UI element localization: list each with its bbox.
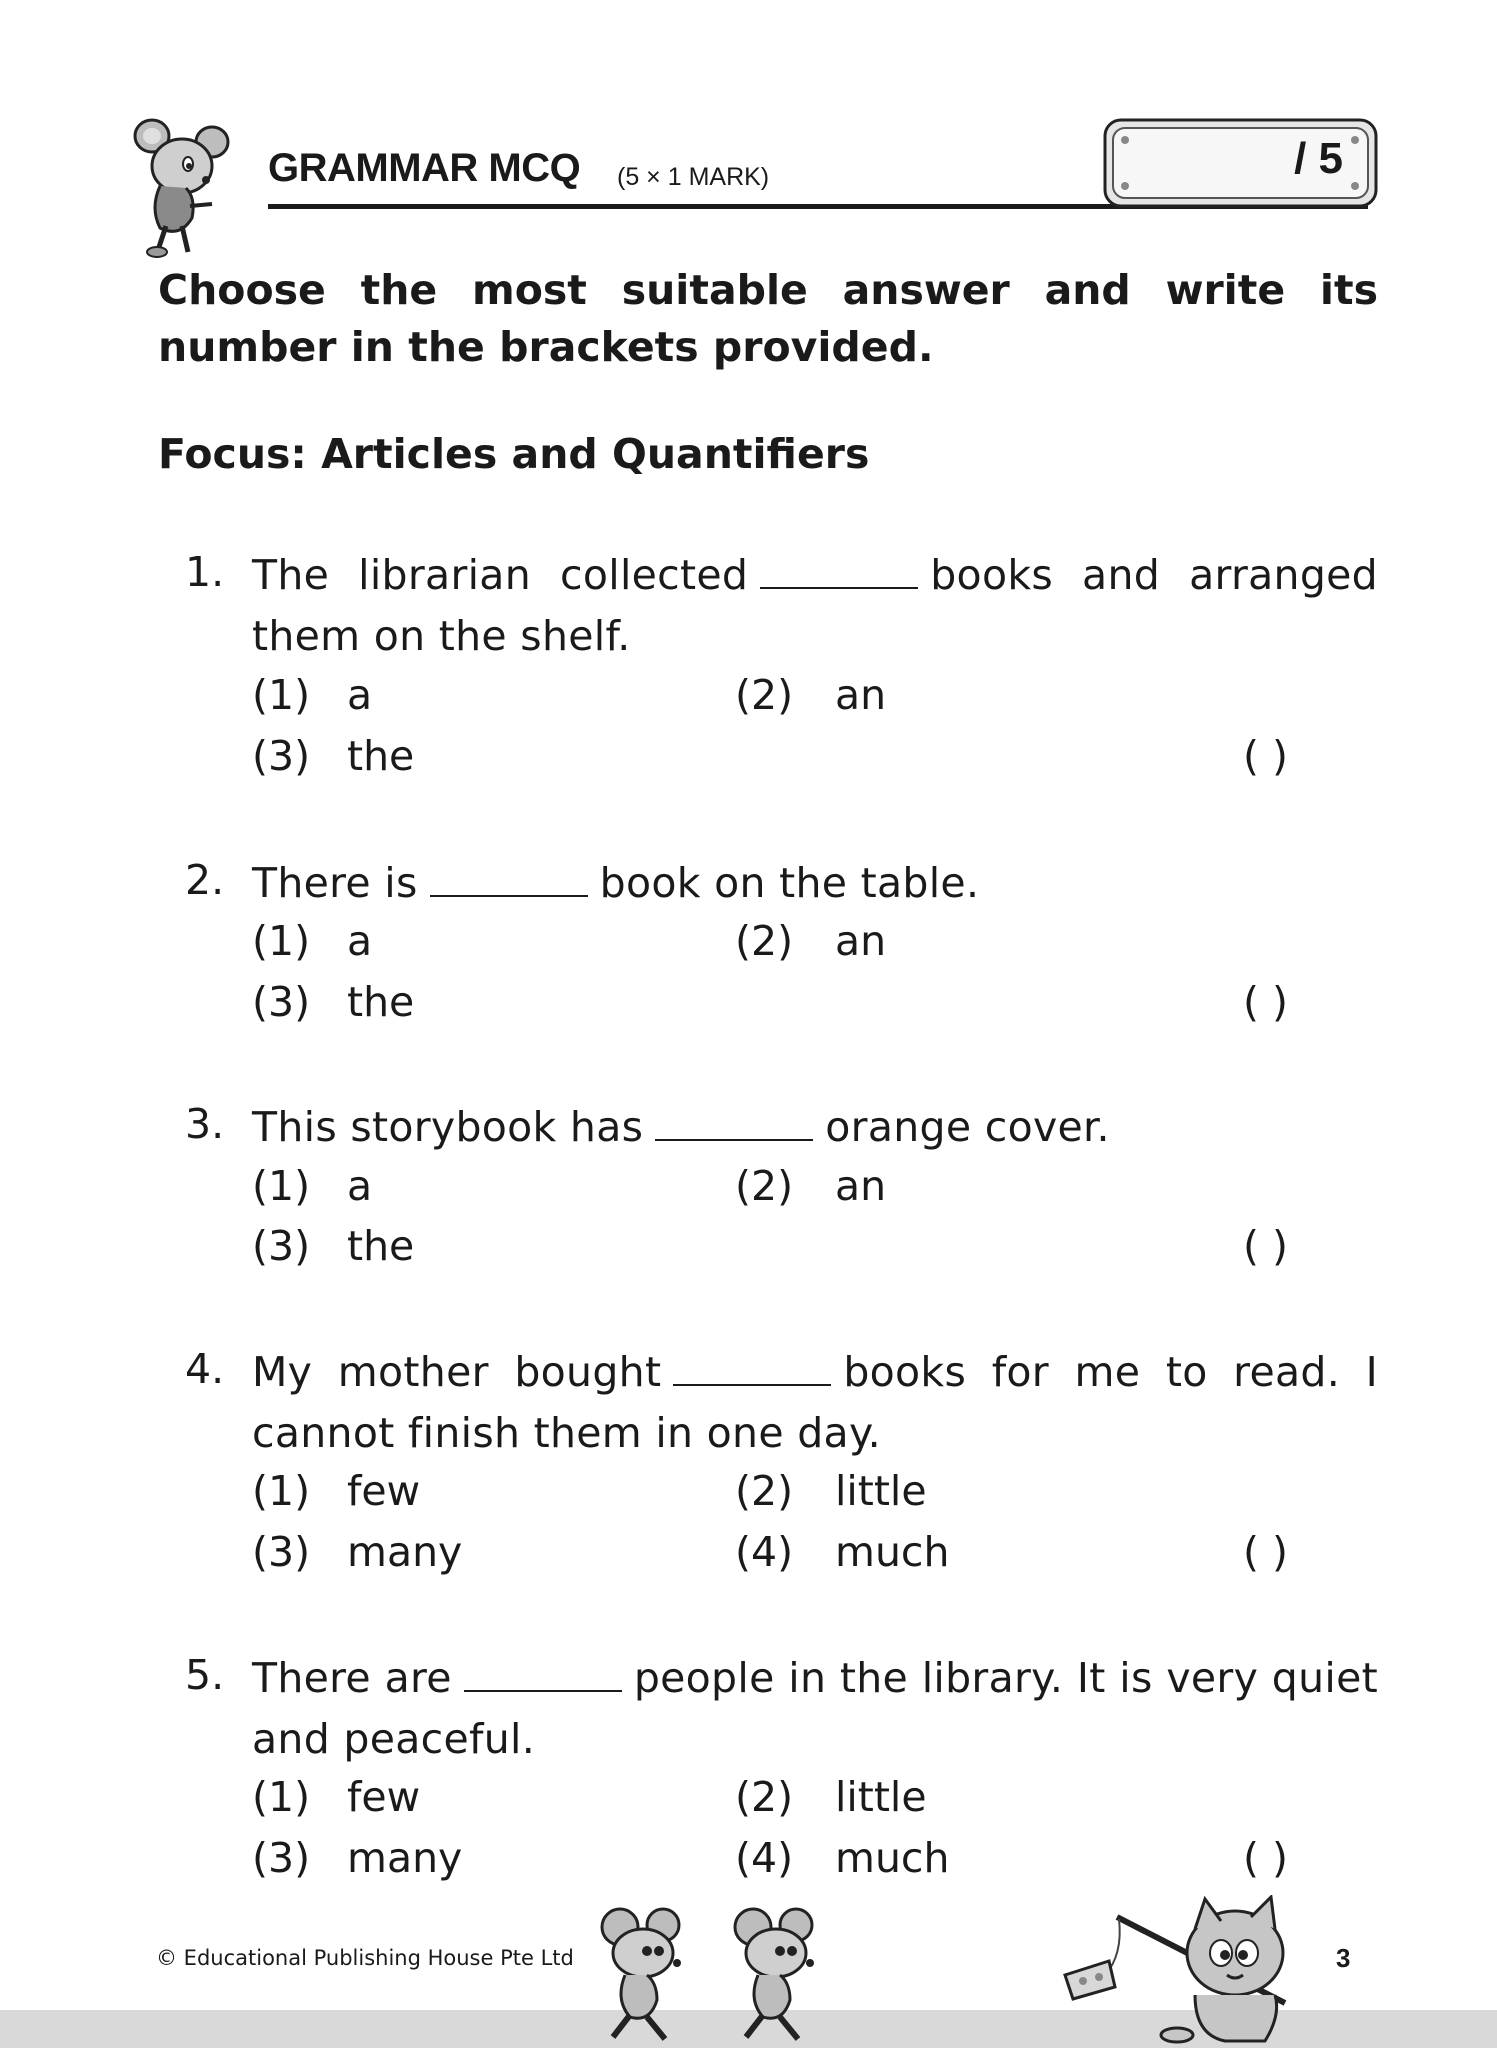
instruction-text: Choose the most suitable answer and write its number in the brackets provided. xyxy=(158,266,1378,371)
answer-bracket[interactable]: ( ) xyxy=(1243,1222,1289,1270)
option-text: a xyxy=(347,917,373,965)
score-label: / 5 xyxy=(1294,134,1343,183)
question-text xyxy=(252,545,1378,667)
question-number: 4. xyxy=(185,1345,225,1393)
answer-bracket[interactable]: ( ) xyxy=(1243,978,1289,1026)
answer-bracket[interactable]: ( ) xyxy=(1243,1528,1289,1576)
option-text: the xyxy=(347,732,415,780)
marks-subtitle: (5 × 1 MARK) xyxy=(617,163,770,191)
question-stem-after: books and arranged them on the shelf. xyxy=(252,551,1378,660)
answer-bracket[interactable]: ( ) xyxy=(1243,1834,1289,1882)
focus-heading: Focus: Articles and Quantifiers xyxy=(158,430,870,478)
option-text: a xyxy=(347,671,373,719)
answer-bracket[interactable]: ( ) xyxy=(1243,732,1289,780)
option-text: few xyxy=(347,1773,421,1821)
question-stem-after: book on the table. xyxy=(599,859,980,907)
option-text: an xyxy=(835,671,887,719)
option-text: little xyxy=(835,1773,927,1821)
option-number: (3) xyxy=(252,1528,311,1576)
question-stem-before: This storybook has xyxy=(252,1103,644,1151)
option-text: many xyxy=(347,1834,463,1882)
question-stem-before: The librarian collected xyxy=(252,551,749,599)
option-text: much xyxy=(835,1528,950,1576)
question-stem-after: people in the library. It is very quiet and peaceful. xyxy=(252,1654,1378,1763)
option-number: (1) xyxy=(252,671,311,719)
option-number: (3) xyxy=(252,978,311,1026)
option-text: the xyxy=(347,978,415,1026)
option-number: (3) xyxy=(252,732,311,780)
mouse-mascot-icon xyxy=(130,118,260,258)
question-number: 5. xyxy=(185,1651,225,1699)
option-number: (1) xyxy=(252,917,311,965)
option-number: (2) xyxy=(735,1467,794,1515)
answer-blank xyxy=(673,1384,831,1386)
question-stem-after: books for me to read. I cannot finish them in one day. xyxy=(252,1348,1379,1457)
option-text: an xyxy=(835,1162,887,1210)
option-text: the xyxy=(347,1222,415,1270)
question-stem-before: There are xyxy=(252,1654,452,1702)
question-number: 1. xyxy=(185,548,225,596)
answer-blank xyxy=(464,1690,622,1692)
question-number: 3. xyxy=(185,1100,225,1148)
option-text: a xyxy=(347,1162,373,1210)
page-number: 3 xyxy=(1336,1943,1351,1973)
answer-blank xyxy=(430,895,588,897)
option-number: (2) xyxy=(735,1773,794,1821)
option-text: many xyxy=(347,1528,463,1576)
question-text xyxy=(252,853,1378,914)
option-number: (1) xyxy=(252,1773,311,1821)
question-text xyxy=(252,1097,1378,1158)
option-text: few xyxy=(347,1467,421,1515)
option-number: (1) xyxy=(252,1162,311,1210)
option-number: (4) xyxy=(735,1834,794,1882)
answer-blank xyxy=(760,587,918,589)
section-title: GRAMMAR MCQ xyxy=(268,146,581,190)
option-number: (2) xyxy=(735,917,794,965)
question-stem-after: orange cover. xyxy=(825,1103,1110,1151)
option-text: an xyxy=(835,917,887,965)
question-stem-before: My mother bought xyxy=(252,1348,662,1396)
cat-fishing-icon xyxy=(1045,1895,1305,2045)
option-text: little xyxy=(835,1467,927,1515)
question-text xyxy=(252,1342,1378,1464)
question-stem-before: There is xyxy=(252,859,418,907)
copyright-notice: © Educational Publishing House Pte Ltd xyxy=(156,1946,574,1970)
running-mouse-icon xyxy=(585,1905,705,2045)
option-number: (2) xyxy=(735,671,794,719)
running-mouse-icon xyxy=(718,1905,838,2045)
option-text: much xyxy=(835,1834,950,1882)
answer-blank xyxy=(655,1139,813,1141)
option-number: (4) xyxy=(735,1528,794,1576)
option-number: (3) xyxy=(252,1222,311,1270)
option-number: (3) xyxy=(252,1834,311,1882)
question-number: 2. xyxy=(185,856,225,904)
option-number: (2) xyxy=(735,1162,794,1210)
option-number: (1) xyxy=(252,1467,311,1515)
question-text xyxy=(252,1648,1378,1770)
